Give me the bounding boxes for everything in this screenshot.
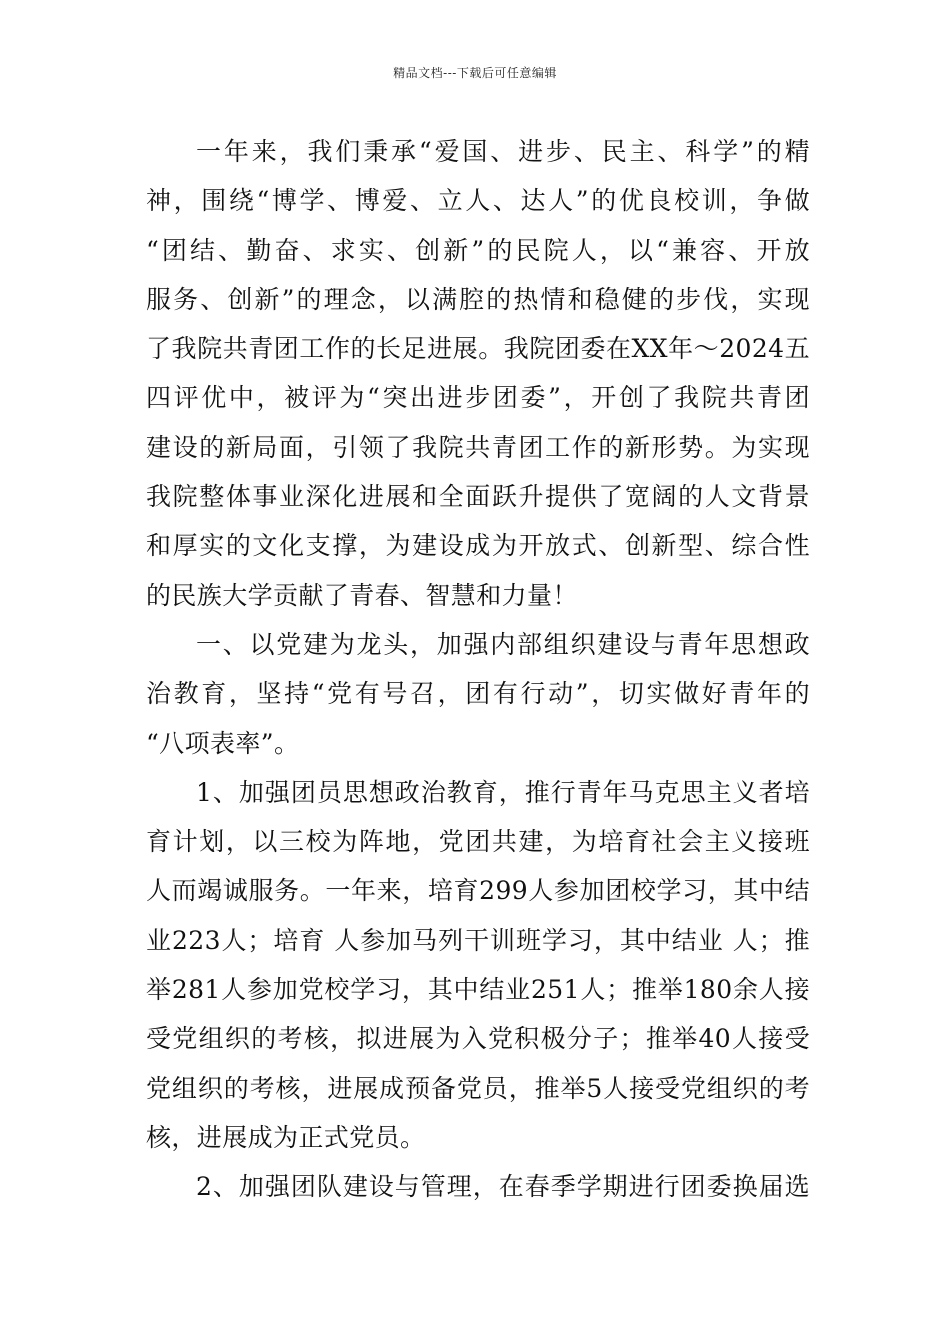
text-line: 举281人参加党校学习，其中结业251人；推举180余人接 bbox=[146, 975, 810, 1005]
text-line: 治教育，坚持“党有号召，团有行动”，切实做好青年的 bbox=[146, 679, 810, 709]
text-line: 服务、创新”的理念，以满腔的热情和稳健的步伐，实现 bbox=[146, 284, 810, 314]
document-body bbox=[146, 127, 810, 1212]
text-line: 了我院共青团工作的长足进展。我院团委在XX年～2024五 bbox=[146, 334, 810, 364]
text-line: 业223人；培育 人参加马列干训班学习，其中结业 人；推 bbox=[146, 925, 810, 955]
text-line: 1、加强团员思想政治教育，推行青年马克思主义者培 bbox=[196, 777, 810, 807]
text-line: 一年来，我们秉承“爱国、进步、民主、科学”的精 bbox=[196, 137, 810, 166]
text-line: 和厚实的文化支撑，为建设成为开放式、创新型、综合性 bbox=[146, 531, 810, 561]
text-line: 我院整体事业深化进展和全面跃升提供了宽阔的人文背景 bbox=[146, 482, 810, 512]
text-line: 建设的新局面，引领了我院共青团工作的新形势。为实现 bbox=[146, 432, 810, 462]
text-line: 党组织的考核，进展成预备党员，推举5人接受党组织的考 bbox=[146, 1073, 810, 1103]
text-line: “八项表率”。 bbox=[146, 728, 300, 758]
text-line: 一、以党建为龙头，加强内部组织建设与青年思想政 bbox=[196, 629, 810, 659]
text-line: 的民族大学贡献了青春、智慧和力量！ bbox=[146, 580, 578, 610]
text-line: “团结、勤奋、求实、创新”的民院人，以“兼容、开放 bbox=[146, 235, 810, 265]
text-line: 核，进展成为正式党员。 bbox=[146, 1122, 426, 1152]
text-line: 四评优中，被评为“突出进步团委”，开创了我院共青团 bbox=[146, 383, 810, 413]
text-line: 神，围绕“博学、博爱、立人、达人”的优良校训，争做 bbox=[146, 186, 810, 216]
text-line: 2、加强团队建设与管理，在春季学期进行团委换届选 bbox=[196, 1172, 810, 1202]
text-line: 人而竭诚服务。一年来，培育299人参加团校学习，其中结 bbox=[146, 876, 810, 906]
page-header: 精品文档---下载后可任意编辑 bbox=[393, 66, 557, 80]
text-line: 受党组织的考核，拟进展为入党积极分子；推举40人接受 bbox=[146, 1024, 810, 1054]
text-line: 育计划，以三校为阵地，党团共建，为培育社会主义接班 bbox=[146, 827, 810, 857]
